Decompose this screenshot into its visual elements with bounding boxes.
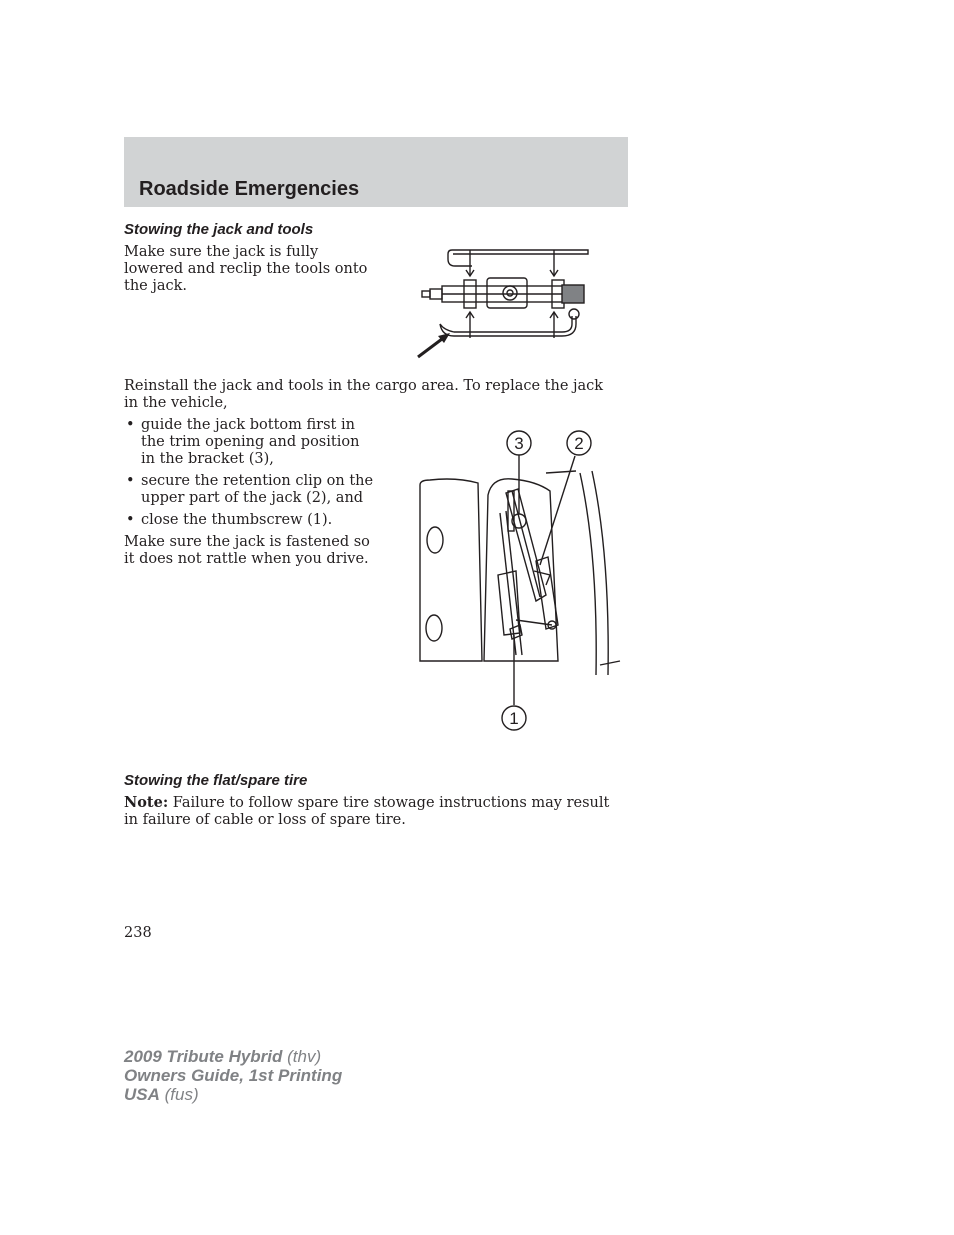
list-item: • secure the retention clip on the upper part of the jack (2), and: [124, 473, 374, 507]
jack-tools-illustration: [412, 240, 597, 362]
list-item: • close the thumbscrew (1).: [124, 512, 374, 529]
note-paragraph: [124, 794, 619, 829]
footer-printing: Owners Guide, 1st Printing: [124, 1066, 343, 1085]
callout-1: 1: [509, 709, 519, 728]
footer-model-code: (thv): [282, 1047, 322, 1066]
callout-3: 3: [514, 434, 524, 453]
note-text: Failure to follow spare tire stowage instructions may result in failure of cable or loss of spare tire.: [124, 795, 610, 828]
page-number: 238: [124, 925, 152, 941]
subheading-stowing-spare: Stowing the flat/spare tire: [124, 772, 308, 789]
footer-market-code: (fus): [159, 1085, 199, 1104]
intro-paragraph: Make sure the jack is fully lowered and reclip the tools onto the jack.: [124, 244, 368, 294]
jack-stowage-illustration: [412, 425, 630, 735]
section-title: Roadside Emergencies: [139, 178, 360, 200]
callout-2: 2: [574, 434, 584, 453]
closing-paragraph: Make sure the jack is fastened so it does not rattle when you drive.: [124, 534, 370, 567]
subheading-stowing-jack: Stowing the jack and tools: [124, 221, 314, 238]
footer-market: USA: [124, 1085, 160, 1104]
section-header-band: [124, 137, 628, 207]
list-item: • guide the jack bottom first in the trim opening and position in the bracket (3),: [124, 417, 374, 468]
install-steps-list: [124, 417, 374, 534]
reinstall-paragraph: Reinstall the jack and tools in the cargo area. To replace the jack in the vehicle,: [124, 378, 604, 411]
footer-model: 2009 Tribute Hybrid: [124, 1047, 283, 1066]
note-label: Note:: [124, 794, 169, 811]
document-footer: [124, 1047, 342, 1104]
